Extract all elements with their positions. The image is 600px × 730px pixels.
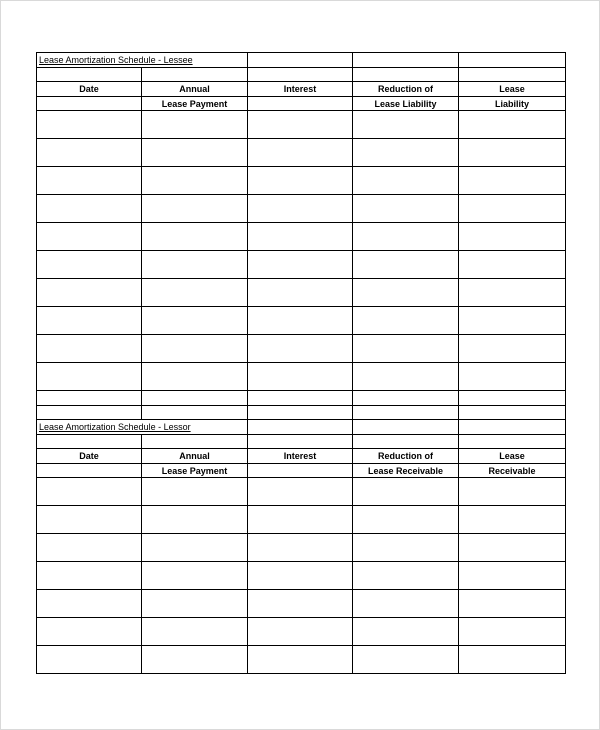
header-lease-receivable: Lease Receivable [353, 464, 459, 478]
table-cell[interactable] [459, 195, 566, 223]
table-cell[interactable] [142, 478, 248, 506]
header-date: Date [36, 82, 142, 97]
table-cell[interactable] [36, 335, 142, 363]
table-cell[interactable] [36, 618, 142, 646]
table-cell[interactable] [142, 111, 248, 139]
cell[interactable] [36, 435, 142, 449]
table-cell[interactable] [353, 111, 459, 139]
table-cell[interactable] [142, 534, 248, 562]
table-cell[interactable] [353, 506, 459, 534]
table-row [36, 111, 566, 139]
header-liability: Liability [459, 97, 566, 111]
table-row [36, 478, 566, 506]
table-cell[interactable] [459, 223, 566, 251]
table-cell[interactable] [248, 335, 353, 363]
header-reduction-of: Reduction of [353, 82, 459, 97]
table-cell[interactable] [36, 223, 142, 251]
header-reduction-of: Reduction of [353, 449, 459, 464]
spacer-row [36, 68, 566, 82]
table-cell[interactable] [36, 167, 142, 195]
table-cell[interactable] [142, 195, 248, 223]
header-blank [36, 464, 142, 478]
amortization-grid [36, 52, 566, 674]
cell[interactable] [248, 406, 353, 420]
cell[interactable] [353, 420, 459, 435]
table-cell[interactable] [459, 167, 566, 195]
table-row [36, 534, 566, 562]
table-cell[interactable] [459, 363, 566, 391]
table-cell[interactable] [36, 251, 142, 279]
table-row [36, 562, 566, 590]
header-annual: Annual [142, 449, 248, 464]
table-cell[interactable] [459, 506, 566, 534]
table-cell[interactable] [353, 335, 459, 363]
header-blank [36, 97, 142, 111]
lessor-header-row-1 [36, 449, 566, 464]
cell[interactable] [353, 435, 459, 449]
table-cell[interactable] [248, 590, 353, 618]
table-row [36, 506, 566, 534]
lessor-data-rows [36, 478, 566, 674]
lessee-schedule-title: Lease Amortization Schedule - Lessee [36, 53, 248, 68]
table-cell[interactable] [459, 139, 566, 167]
cell[interactable] [353, 53, 459, 68]
table-row [36, 139, 566, 167]
table-row [36, 223, 566, 251]
cell[interactable] [459, 68, 566, 82]
header-blank [248, 97, 353, 111]
cell[interactable] [142, 406, 248, 420]
table-cell[interactable] [248, 646, 353, 674]
table-cell[interactable] [353, 646, 459, 674]
table-cell[interactable] [36, 506, 142, 534]
cell[interactable] [248, 420, 353, 435]
cell[interactable] [353, 391, 459, 406]
table-cell[interactable] [353, 590, 459, 618]
table-cell[interactable] [248, 167, 353, 195]
cell[interactable] [36, 406, 142, 420]
table-cell[interactable] [36, 307, 142, 335]
table-cell[interactable] [459, 646, 566, 674]
header-interest: Interest [248, 449, 353, 464]
table-cell[interactable] [36, 478, 142, 506]
cell[interactable] [142, 435, 248, 449]
table-cell[interactable] [248, 534, 353, 562]
table-cell[interactable] [459, 335, 566, 363]
table-cell[interactable] [248, 195, 353, 223]
header-lease: Lease [459, 82, 566, 97]
table-cell[interactable] [248, 562, 353, 590]
table-cell[interactable] [142, 139, 248, 167]
table-cell[interactable] [353, 562, 459, 590]
table-cell[interactable] [36, 534, 142, 562]
header-receivable: Receivable [459, 464, 566, 478]
table-cell[interactable] [353, 363, 459, 391]
header-lease-payment: Lease Payment [142, 464, 248, 478]
header-lease-payment: Lease Payment [142, 97, 248, 111]
table-cell[interactable] [459, 618, 566, 646]
table-cell[interactable] [459, 307, 566, 335]
cell[interactable] [36, 68, 142, 82]
table-row [36, 335, 566, 363]
cell[interactable] [459, 406, 566, 420]
lessee-header-row-2 [36, 97, 566, 111]
table-cell[interactable] [459, 562, 566, 590]
table-cell[interactable] [248, 478, 353, 506]
table-cell[interactable] [36, 279, 142, 307]
cell[interactable] [459, 435, 566, 449]
table-cell[interactable] [142, 279, 248, 307]
cell[interactable] [248, 391, 353, 406]
cell[interactable] [353, 406, 459, 420]
spacer-row [36, 391, 566, 406]
table-cell[interactable] [353, 279, 459, 307]
header-blank [248, 464, 353, 478]
table-cell[interactable] [248, 506, 353, 534]
table-cell[interactable] [459, 251, 566, 279]
table-row [36, 279, 566, 307]
table-cell[interactable] [353, 167, 459, 195]
table-cell[interactable] [36, 363, 142, 391]
table-cell[interactable] [248, 111, 353, 139]
table-cell[interactable] [142, 562, 248, 590]
table-cell[interactable] [36, 111, 142, 139]
table-row [36, 307, 566, 335]
header-lease-liability: Lease Liability [353, 97, 459, 111]
lessor-title-row [36, 420, 566, 435]
lessor-header-row-2 [36, 464, 566, 478]
cell[interactable] [248, 53, 353, 68]
table-cell[interactable] [248, 363, 353, 391]
table-cell[interactable] [248, 307, 353, 335]
lessee-data-rows [36, 111, 566, 391]
table-cell[interactable] [353, 534, 459, 562]
table-cell[interactable] [142, 506, 248, 534]
table-cell[interactable] [36, 590, 142, 618]
table-cell[interactable] [248, 223, 353, 251]
table-cell[interactable] [248, 279, 353, 307]
table-row [36, 646, 566, 674]
table-cell[interactable] [353, 251, 459, 279]
table-cell[interactable] [142, 307, 248, 335]
table-cell[interactable] [353, 307, 459, 335]
table-cell[interactable] [142, 590, 248, 618]
table-cell[interactable] [248, 251, 353, 279]
table-cell[interactable] [36, 562, 142, 590]
cell[interactable] [353, 68, 459, 82]
header-date: Date [36, 449, 142, 464]
spacer-row [36, 435, 566, 449]
header-annual: Annual [142, 82, 248, 97]
table-cell[interactable] [142, 223, 248, 251]
table-cell[interactable] [248, 139, 353, 167]
table-cell[interactable] [36, 646, 142, 674]
cell[interactable] [459, 391, 566, 406]
table-cell[interactable] [142, 167, 248, 195]
table-row [36, 618, 566, 646]
cell[interactable] [248, 435, 353, 449]
cell[interactable] [36, 391, 142, 406]
lessor-schedule-title: Lease Amortization Schedule - Lessor [36, 420, 248, 435]
table-row [36, 363, 566, 391]
cell[interactable] [459, 53, 566, 68]
table-cell[interactable] [36, 195, 142, 223]
table-cell[interactable] [459, 590, 566, 618]
table-cell[interactable] [353, 195, 459, 223]
table-cell[interactable] [142, 251, 248, 279]
cell[interactable] [142, 68, 248, 82]
header-interest: Interest [248, 82, 353, 97]
table-cell[interactable] [142, 335, 248, 363]
table-cell[interactable] [248, 618, 353, 646]
table-row [36, 195, 566, 223]
table-cell[interactable] [142, 646, 248, 674]
table-row [36, 590, 566, 618]
table-cell[interactable] [142, 363, 248, 391]
table-row [36, 251, 566, 279]
header-lease: Lease [459, 449, 566, 464]
cell[interactable] [142, 391, 248, 406]
table-cell[interactable] [459, 111, 566, 139]
table-cell[interactable] [353, 223, 459, 251]
cell[interactable] [459, 420, 566, 435]
table-cell[interactable] [36, 139, 142, 167]
table-cell[interactable] [353, 618, 459, 646]
table-cell[interactable] [353, 478, 459, 506]
lessee-title-row [36, 52, 566, 68]
lessee-header-row-1 [36, 82, 566, 97]
table-cell[interactable] [142, 618, 248, 646]
spacer-row [36, 406, 566, 420]
table-row [36, 167, 566, 195]
table-cell[interactable] [353, 139, 459, 167]
cell[interactable] [248, 68, 353, 82]
table-cell[interactable] [459, 279, 566, 307]
table-cell[interactable] [459, 534, 566, 562]
table-cell[interactable] [459, 478, 566, 506]
